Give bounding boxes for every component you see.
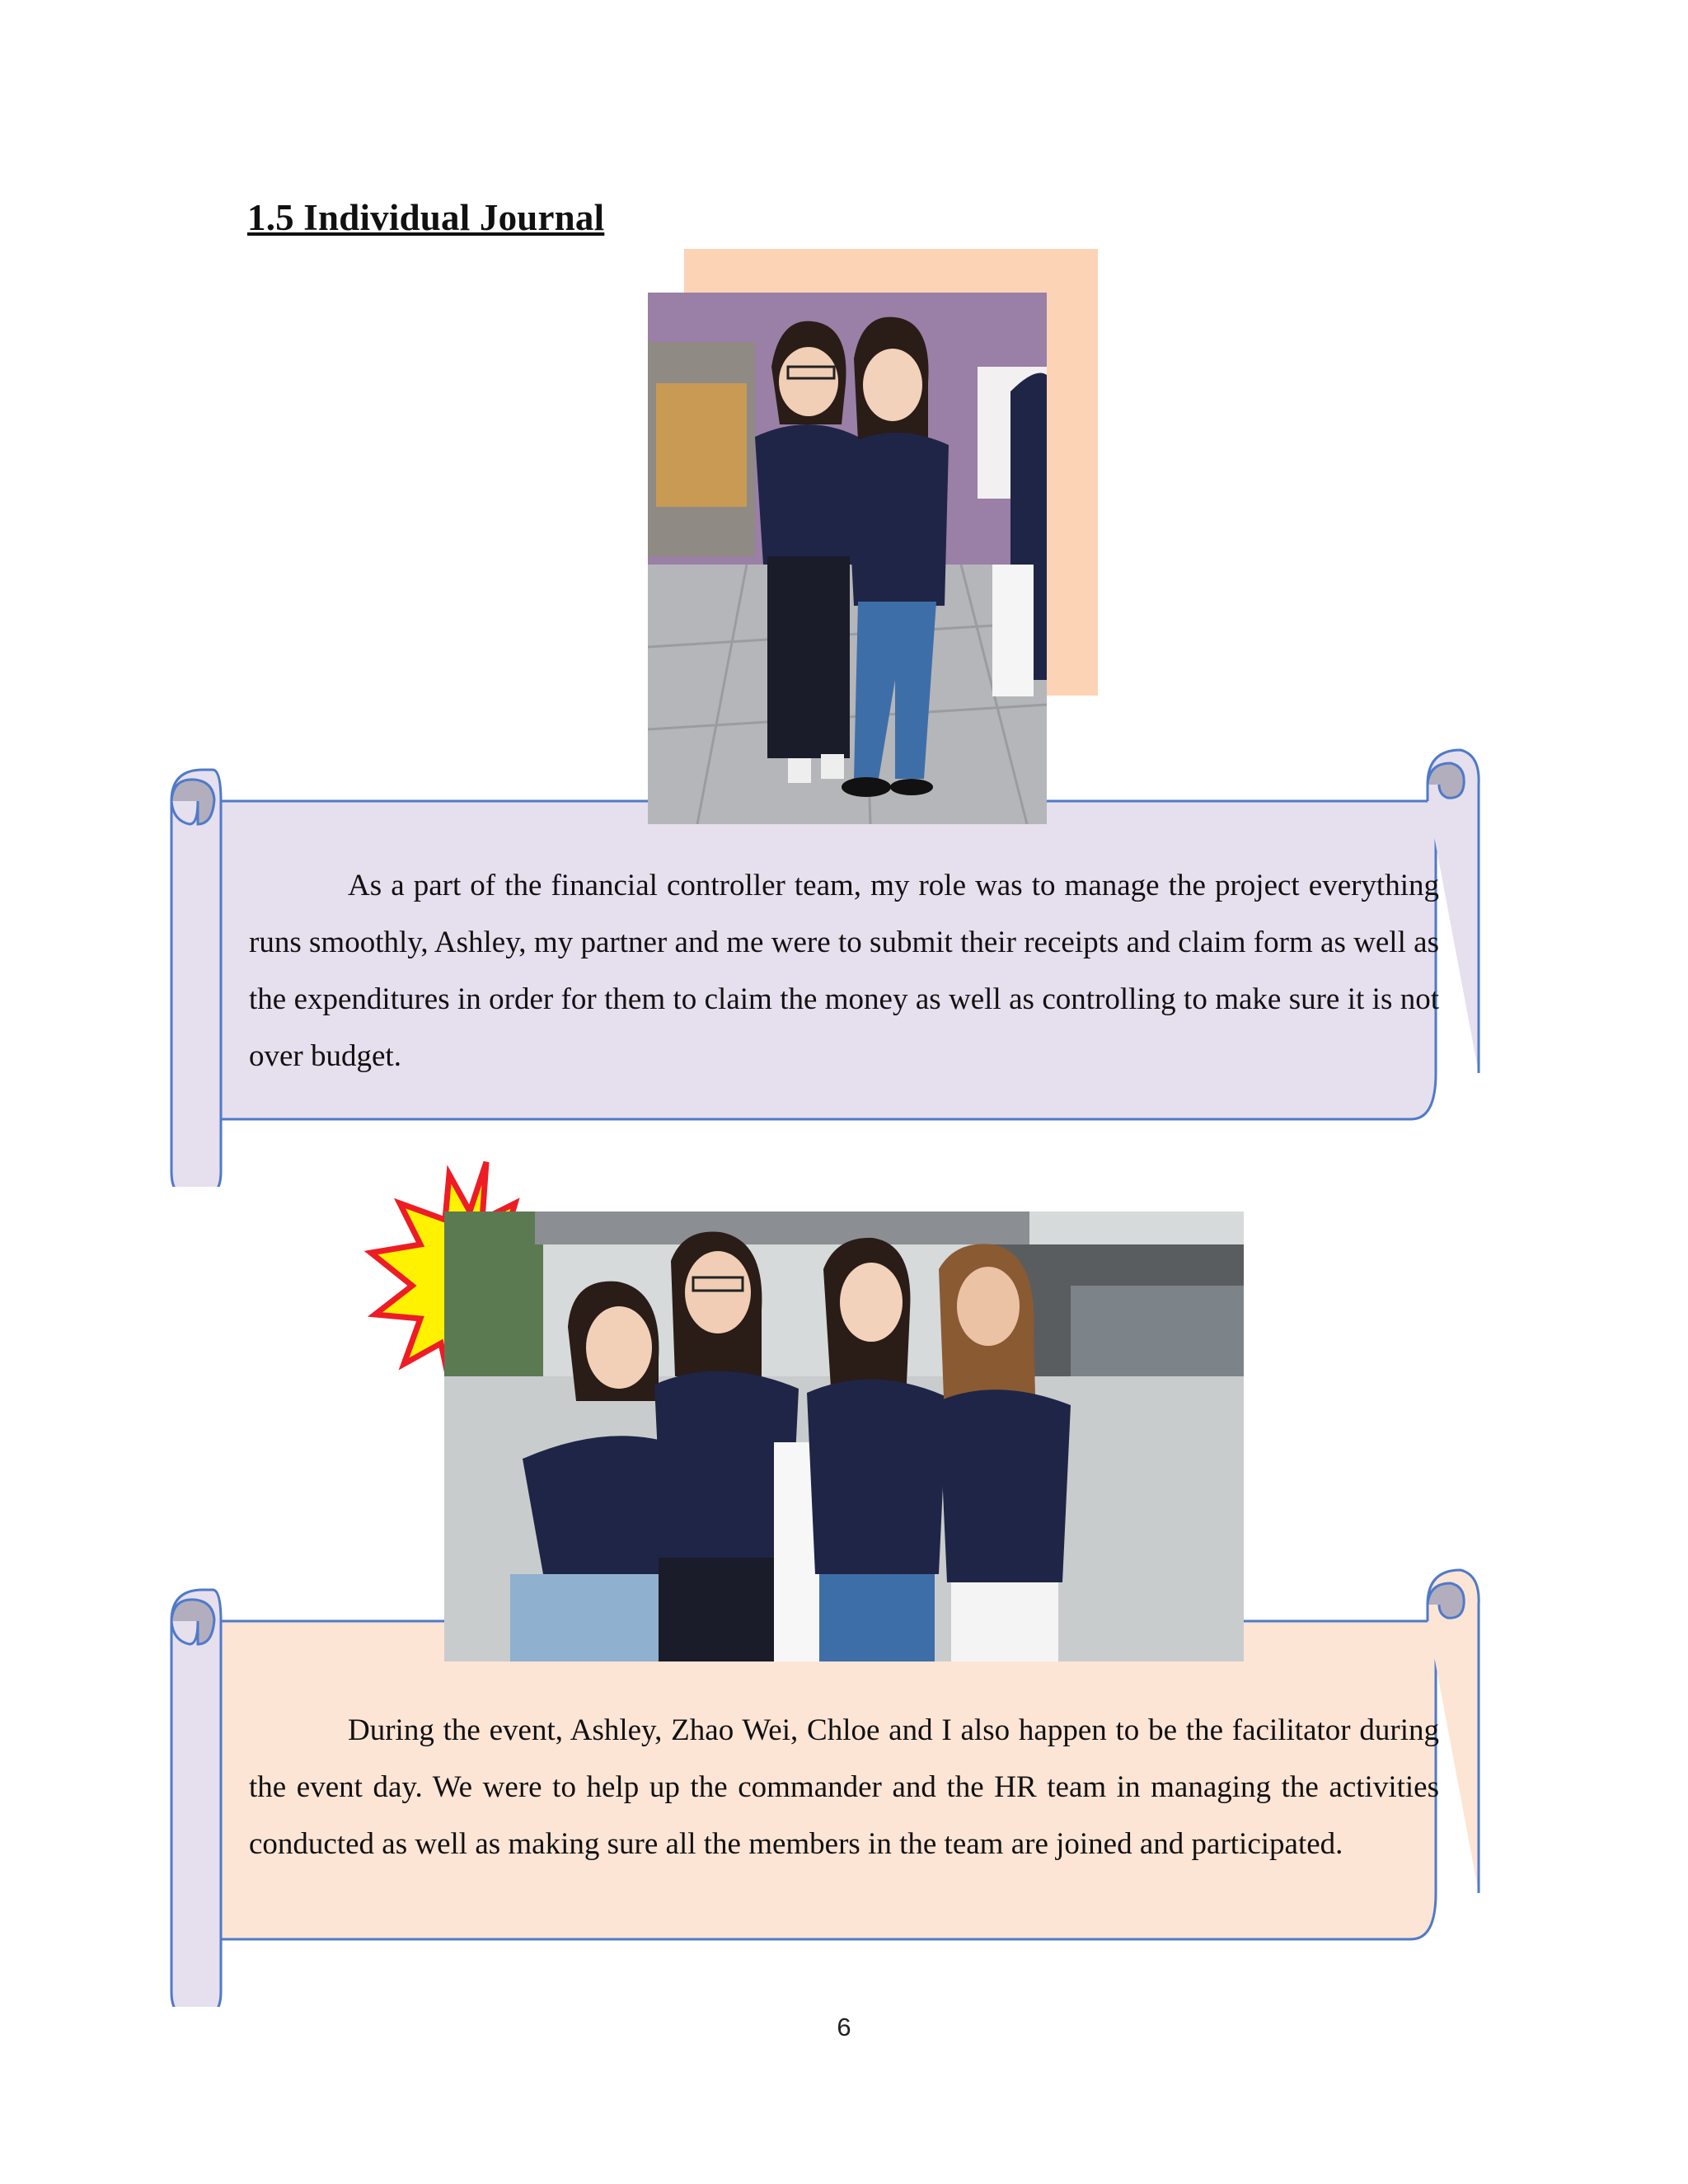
section-heading: 1.5 Individual Journal: [247, 197, 605, 238]
journal-entry-text-2: During the event, Ashley, Zhao Wei, Chloe and I also happen to be the facilitator during the event day. We were to help up the commander and the HR team in managing the activities conducted as well as making sure all the members in the team are joined and participated.: [249, 1713, 1439, 1861]
journal-entry-text-1: As a part of the financial controller team, my role was to manage the project everything runs smoothly, Ashley, my partner and me were to submit their receipts and claim form as well as the expenditures in order for them to claim the money as well as controlling to make sure it is not over budget.: [249, 869, 1439, 1073]
page-number: 6: [837, 2013, 851, 2041]
photo-pair: [648, 293, 1047, 824]
photo-group-image: [444, 1212, 1244, 1661]
photo-pair-image: [648, 293, 1047, 824]
photo-group: [444, 1212, 1244, 1661]
